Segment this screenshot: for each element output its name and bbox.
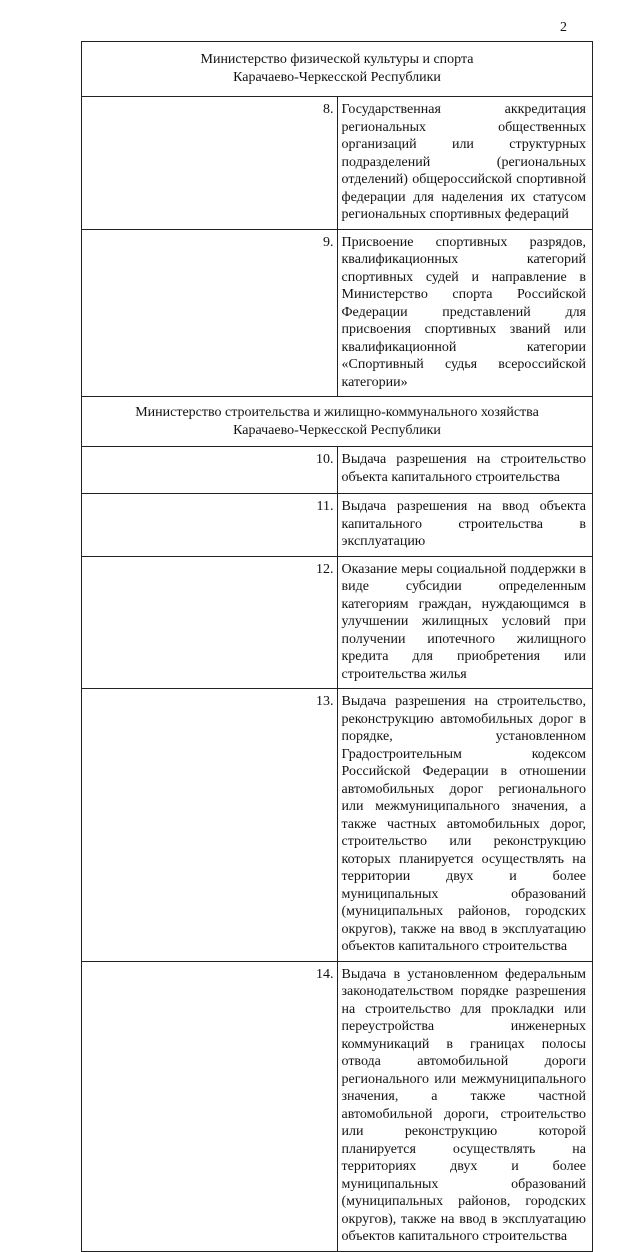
section-header-construction-cell: [82, 397, 593, 447]
section-header-construction-line2: Карачаево-Черкесской Республики: [233, 422, 441, 438]
row-number: 8.: [82, 97, 338, 230]
services-table: [81, 41, 593, 1252]
section-header-sport-cell: [82, 42, 593, 97]
row-number: 13.: [82, 689, 338, 962]
service-text: Оказание меры социальной поддержки в виде субсидии определенным категориям граждан, нуждающимся в улучшении жилищных условий при получении ипотечного жилищного кредита для приобретения или строительства жилья: [337, 556, 593, 689]
row-number: 9.: [82, 229, 338, 397]
row-number: 12.: [82, 556, 338, 689]
section-header-sport: [82, 42, 593, 97]
row-number: 11.: [82, 494, 338, 557]
service-text: Присвоение спортивных разрядов, квалификационных категорий спортивных судей и направление в Министерство спорта Российской Федерации представлений для присвоения спортивных званий или квалификационной категории «Спортивный судья всероссийской категории»: [337, 229, 593, 397]
row-number: 14.: [82, 961, 338, 1251]
section-header-construction-line1: Министерство строительства и жилищно-коммунального хозяйства: [135, 405, 539, 420]
table-row: [82, 494, 593, 557]
service-text: Государственная аккредитация региональных общественных организаций или структурных подразделений (региональных отделений) общероссийской спортивной федерации для наделения их статусом региональных спортивных федераций: [337, 97, 593, 230]
table-row: [82, 97, 593, 230]
service-text: Выдача разрешения на ввод объекта капитального строительства в эксплуатацию: [337, 494, 593, 557]
table-row: [82, 229, 593, 397]
service-text: Выдача разрешения на строительство объекта капитального строительства: [337, 447, 593, 494]
table-row: [82, 689, 593, 962]
section-header-construction: [82, 397, 593, 447]
service-text: Выдача разрешения на строительство, реконструкцию автомобильных дорог в порядке, установленном Градостроительным кодексом Российской Федерации в отношении автомобильных дорог регионального или межмуниципального значения, а также частных автомобильных дорог, строительство или реконструкцию которых планируется осуществлять на территории двух и более муниципальных образований (муниципальных районов, городских округов), также на ввод в эксплуатацию объектов капитального строительства: [337, 689, 593, 962]
row-number: 10.: [82, 447, 338, 494]
section-header-sport-line1: Министерство физической культуры и спорта: [200, 52, 474, 67]
table-row: [82, 961, 593, 1251]
table-row: [82, 556, 593, 689]
table-row: [82, 447, 593, 494]
page-number: 2: [560, 20, 567, 35]
service-text: Выдача в установленном федеральным законодательством порядке разрешения на строительство для прокладки или переустройства инженерных коммуникаций в границах полосы отвода автомобильной дороги регионального или межмуниципального значения, а также частной автомобильной дороги, строительство или реконструкцию которой планируется осуществлять на территориях двух и более муниципальных образований (муниципальных районов, городских округов), также на ввод в эксплуатацию объектов капитального строительства: [337, 961, 593, 1251]
section-header-sport-line2: Карачаево-Черкесской Республики: [233, 69, 441, 85]
